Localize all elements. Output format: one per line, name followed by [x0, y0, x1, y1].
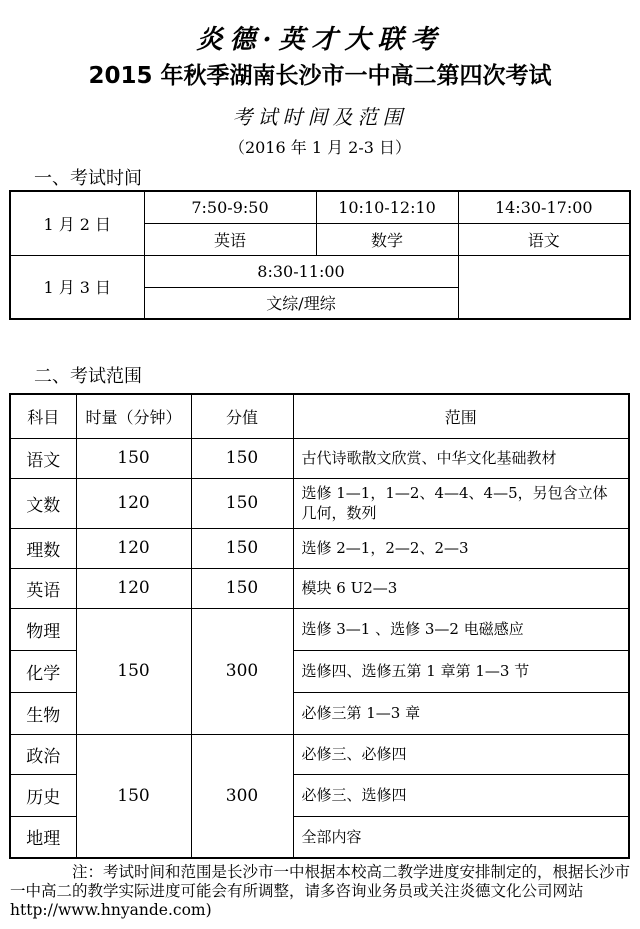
score-value: 150 [191, 528, 293, 568]
score-value: 150 [191, 568, 293, 608]
subject-liberal-math: 文数 [10, 478, 76, 528]
subject-geography: 地理 [10, 816, 76, 858]
schedule-time-slot2: 10:10-12:10 [316, 191, 458, 223]
footnote [10, 863, 632, 920]
exam-schedule-table [9, 190, 631, 320]
duration-value: 120 [76, 568, 191, 608]
website-url: http://www.hnyande.com) [10, 901, 212, 919]
table-row [10, 255, 630, 287]
exam-subtitle: 考试时间及范围 [232, 105, 408, 129]
duration-value-humanities-group: 150 [76, 734, 191, 858]
range-value: 必修三、选修四 [293, 774, 629, 816]
range-value: 选修 1—1，1—2、4—4、4—5，另包含立体几何，数列 [293, 478, 629, 528]
subject-physics: 物理 [10, 608, 76, 650]
range-value: 选修 3—1 、选修 3—2 电磁感应 [293, 608, 629, 650]
header-score: 分值 [191, 394, 293, 438]
header-duration: 时量（分钟） [76, 394, 191, 438]
range-value: 全部内容 [293, 816, 629, 858]
range-value: 选修 2—1，2—2、2—3 [293, 528, 629, 568]
header-range: 范围 [293, 394, 629, 438]
schedule-date-jan3: 1 月 3 日 [10, 255, 144, 319]
brand-title: 炎德·英才大联考 [196, 25, 444, 55]
table-row [10, 528, 629, 568]
exam-date-range: （2016 年 1 月 2-3 日） [228, 138, 412, 157]
subject-history: 历史 [10, 774, 76, 816]
schedule-date-jan2: 1 月 2 日 [10, 191, 144, 255]
exam-scope-table [9, 393, 630, 859]
duration-value: 150 [76, 438, 191, 478]
schedule-empty-cell [458, 255, 630, 319]
subject-chemistry: 化学 [10, 650, 76, 692]
section-heading-exam-time: 一、考试时间 [34, 168, 142, 189]
schedule-subject-chinese: 语文 [458, 223, 630, 255]
subject-science-math: 理数 [10, 528, 76, 568]
range-value: 选修四、选修五第 1 章第 1—3 节 [293, 650, 629, 692]
table-row [10, 734, 629, 774]
exam-main-title: 2015 年秋季湖南长沙市一中高二第四次考试 [88, 63, 552, 89]
duration-value-science-group: 150 [76, 608, 191, 734]
footnote-line-1: 注：考试时间和范围是长沙市一中根据本校高二教学进度安排制定的，根据长沙市 [72, 863, 631, 881]
score-value-science-group: 300 [191, 608, 293, 734]
subject-politics: 政治 [10, 734, 76, 774]
score-value: 150 [191, 438, 293, 478]
subject-english: 英语 [10, 568, 76, 608]
duration-value: 120 [76, 528, 191, 568]
range-value: 古代诗歌散文欣赏、中华文化基础教材 [293, 438, 629, 478]
range-value: 必修三第 1—3 章 [293, 692, 629, 734]
section-heading-exam-scope: 二、考试范围 [34, 366, 142, 387]
score-value-humanities-group: 300 [191, 734, 293, 858]
schedule-subject-math: 数学 [316, 223, 458, 255]
table-row [10, 608, 629, 650]
scope-header-row [10, 394, 629, 438]
table-row [10, 438, 629, 478]
schedule-time-slot1: 7:50-9:50 [144, 191, 316, 223]
schedule-time-slot3: 14:30-17:00 [458, 191, 630, 223]
footnote-line-2: 一中高二的教学实际进度可能会有所调整，请多咨询业务员或关注炎德文化公司网站 [10, 882, 584, 900]
schedule-subject-comprehensive: 文综/理综 [144, 287, 458, 319]
table-row [10, 191, 630, 223]
header-subject: 科目 [10, 394, 76, 438]
table-row [10, 478, 629, 528]
schedule-time-slot4: 8:30-11:00 [144, 255, 458, 287]
subject-biology: 生物 [10, 692, 76, 734]
range-value: 模块 6 U2—3 [293, 568, 629, 608]
duration-value: 120 [76, 478, 191, 528]
table-row [10, 568, 629, 608]
range-value: 必修三、必修四 [293, 734, 629, 774]
subject-chinese: 语文 [10, 438, 76, 478]
schedule-subject-english: 英语 [144, 223, 316, 255]
score-value: 150 [191, 478, 293, 528]
